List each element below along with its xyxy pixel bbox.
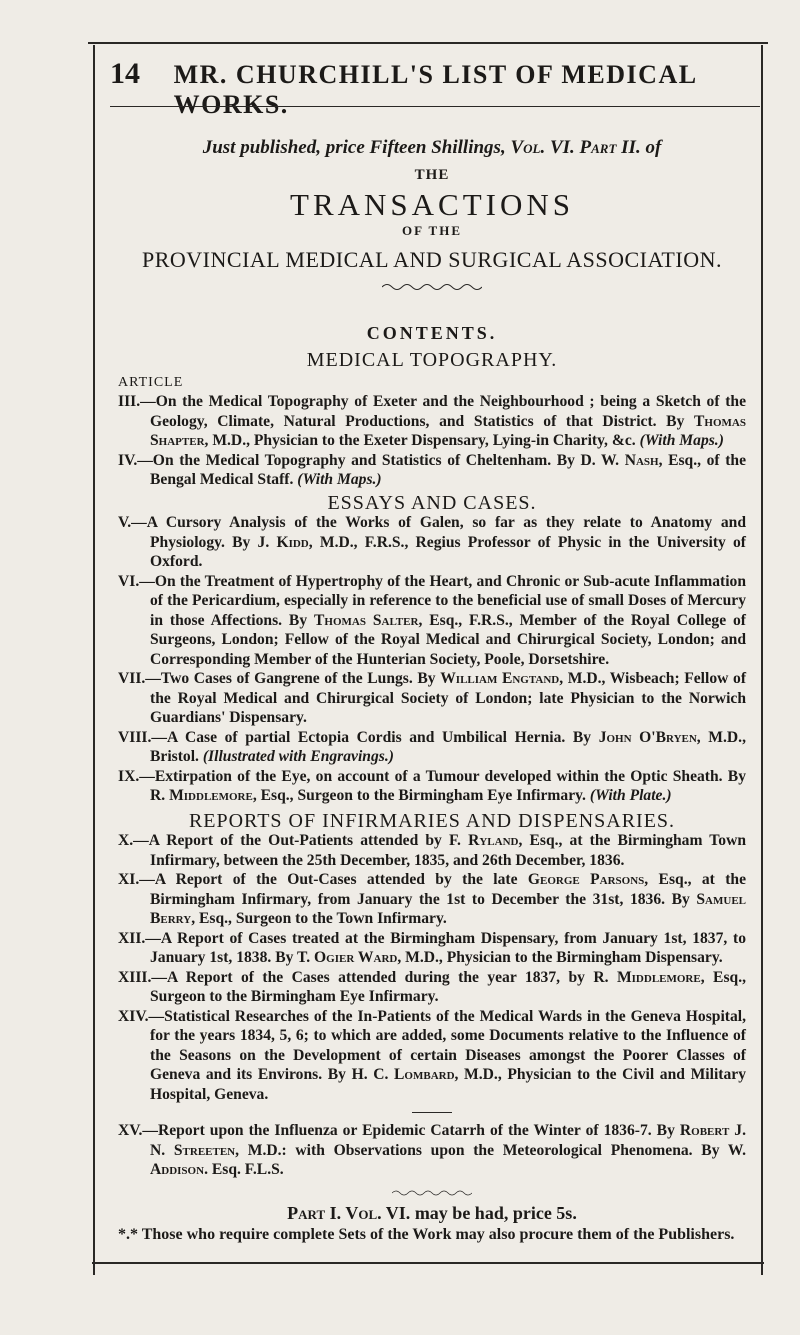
wavy-divider: [392, 1188, 472, 1198]
article-entry: III.—On the Medical Topography of Exeter and the Neighbourhood ; being a Sketch of the Geology, Climate, Natural Productions, and Statistics of that District. By Thomas Shapter, M.D., Physician to the Exeter Dispensary, Lying-in Charity, &c. (With Maps.): [118, 393, 746, 449]
association-title: PROVINCIAL MEDICAL AND SURGICAL ASSOCIATION.: [142, 247, 722, 272]
page-number: 14: [110, 57, 140, 90]
of-the-label: OF THE: [401, 222, 463, 238]
short-divider: [412, 1112, 452, 1113]
article-entry: XV.—Report upon the Influenza or Epidemic Catarrh of the Winter of 1836-7. By Robert J. N. Streeten, M.D.: with Observations upon the Meteorological Phenomena. By W. Addison. Esq. F.L.S.: [118, 1122, 747, 1178]
section-heading-topography: MEDICAL TOPOGRAPHY.: [306, 349, 558, 371]
content: [118, 122, 746, 1245]
section-heading-essays: ESSAYS AND CASES.: [327, 491, 537, 514]
article-entry: X.—A Report of the Out-Patients attended by F. Ryland, Esq., at the Birmingham Town Infirmary, between the 25th December, 1835, and 26th December, 1836.: [118, 832, 746, 869]
transactions-title: TRANSACTIONS: [290, 187, 574, 222]
article-entry: IV.—On the Medical Topography and Statistics of Cheltenham. By D. W. Nash, Esq., of the Bengal Medical Staff. (With Maps.): [118, 451, 746, 488]
intro-lead: Just published, price Fifteen Shillings,: [202, 137, 511, 158]
top-rule: [88, 42, 768, 44]
wavy-divider: [382, 282, 482, 292]
footnote: *.* Those who require complete Sets of the Work may also procure them of the Publishers.: [118, 1226, 735, 1243]
intro-of: of: [640, 137, 662, 158]
running-title: MR. CHURCHILL'S LIST OF MEDICAL WORKS.: [173, 60, 697, 119]
article-entry: VI.—On the Treatment of Hypertrophy of the Heart, and Chronic or Sub-acute Inflammation of the Pericardium, especially in reference to the beneficial use of small Doses of Mercury in those Affections. By Thomas Salter, Esq., F.R.S., Member of the Royal College of Surgeons, London; Fellow of the Royal Medical and Chirurgical Society, London; and Corresponding Member of the Hunterian Society, Poole, Dorsetshire.: [118, 572, 747, 668]
article-entry: V.—A Cursory Analysis of the Works of Galen, so far as they relate to Anatomy and Physiology. By J. Kidd, M.D., F.R.S., Regius Professor of Physic in the University of Oxford.: [118, 514, 746, 570]
article-entry: XIV.—Statistical Researches of the In-Patients of the Medical Wards in the Geneva Hospital, for the years 1834, 5, 6; to which are added, some Documents relative to the Influence of the Seasons on the Development of certain Diseases amongst the Poorer Classes of Geneva and its Environs. By H. C. Lombard, M.D., Physician to the Civil and Military Hospital, Geneva.: [118, 1007, 746, 1103]
article-label: ARTICLE: [118, 374, 184, 390]
article-entry: VIII.—A Case of partial Ectopia Cordis and Umbilical Hernia. By John O'Bryen, M.D., Bristol. (Illustrated with Engravings.): [118, 728, 746, 765]
part-availability-note: Part I. Vol. VI. may be had, price 5s.: [287, 1202, 577, 1223]
section-heading-reports: REPORTS OF INFIRMARIES AND DISPENSARIES.: [188, 809, 676, 832]
article-entry: IX.—Extirpation of the Eye, on account of a Tumour developed within the Optic Sheath. By R. Middlemore, Esq., Surgeon to the Birmingham Eye Infirmary. (With Plate.): [118, 767, 746, 804]
the-label: THE: [414, 166, 450, 183]
contents-title: CONTENTS.: [366, 322, 498, 343]
publication-intro: [118, 138, 746, 158]
page-header: [110, 57, 760, 119]
article-entry: VII.—Two Cases of Gangrene of the Lungs. By William Engtand, M.D., Wisbeach; Fellow of the Royal Medical and Chirurgical Society of London; late Physician to the Norwich Guardians' Dispensary.: [118, 670, 747, 726]
header-rule: [110, 106, 760, 107]
bottom-rule: [92, 1262, 764, 1264]
article-entry: XIII.—A Report of the Cases attended during the year 1837, by R. Middlemore, Esq., Surgeon to the Birmingham Eye Infirmary.: [118, 968, 746, 1005]
intro-volume: Vol. VI. Part II.: [510, 137, 641, 158]
article-entry: XII.—A Report of Cases treated at the Birmingham Dispensary, from January 1st, 1837, to January 1st, 1838. By T. Ogier Ward, M.D., Physician to the Birmingham Dispensary.: [118, 929, 746, 966]
article-entry: XI.—A Report of the Out-Cases attended by the late George Parsons, Esq., at the Birmingham Infirmary, from January the 1st to December the 31st, 1836. By Samuel Berry, Esq., Surgeon to the Town Infirmary.: [118, 871, 746, 927]
